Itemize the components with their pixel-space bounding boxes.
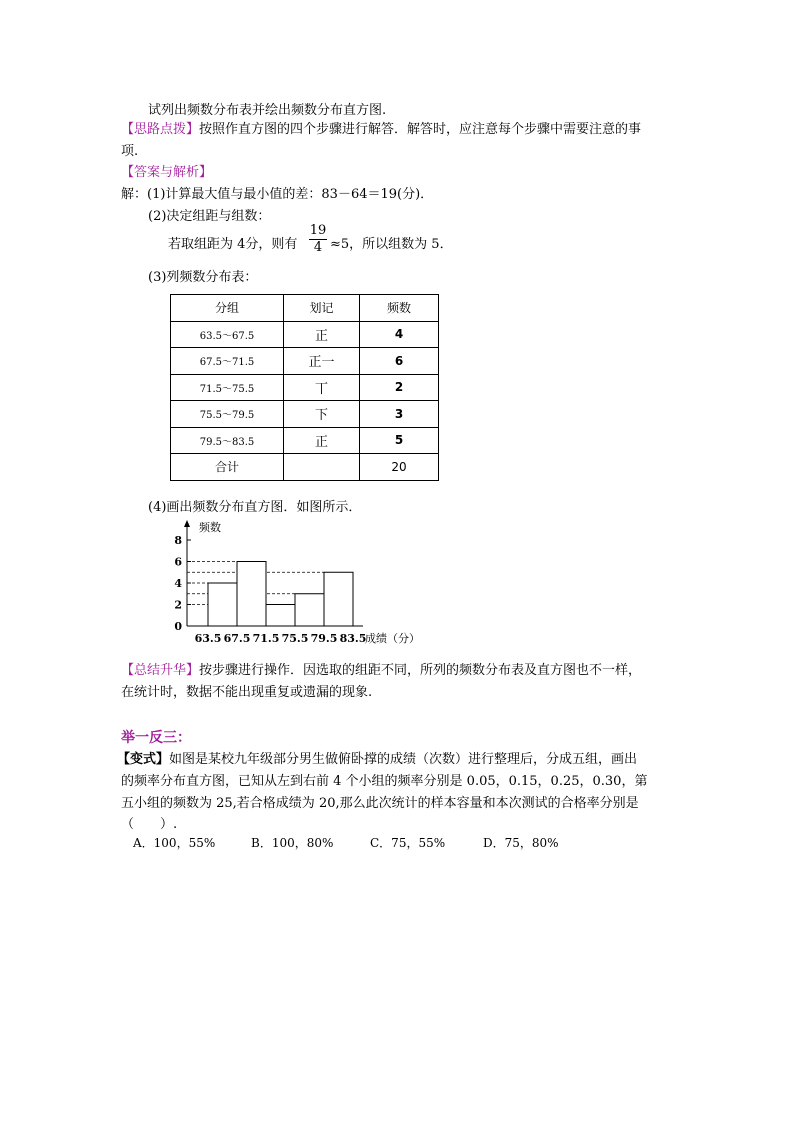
fraction-19-over-4 (309, 223, 327, 256)
practice-heading: 举一反三： (121, 730, 191, 746)
table-total-row (171, 454, 439, 481)
table-cell-tally: 下 (284, 401, 360, 428)
y-tick-label: 0 (174, 620, 182, 633)
table-cell-count: 5 (360, 427, 439, 454)
option-d: D．75，80% (483, 836, 559, 850)
histogram-bar (266, 605, 295, 627)
x-tick-label: 75.5 (281, 632, 309, 645)
practice-text-1: 如图是某校九年级部分男生做俯卧撑的成绩（次数）进行整理后，分成五组，画出 (169, 752, 638, 767)
summary-text-1: 按步骤进行操作．因选取的组距不同，所列的频数分布表及直方图也不一样， (199, 663, 642, 678)
table-header-count: 频数 (360, 295, 439, 322)
table-row (171, 374, 439, 401)
practice-line-1 (117, 748, 637, 767)
solution-step-2-detail-pre: 若取组距为 4分，则有 (168, 237, 298, 252)
table-row (171, 401, 439, 428)
table-total-label: 合计 (171, 454, 284, 481)
table-header-group: 分组 (171, 295, 284, 322)
option-b: B．100，80% (251, 836, 334, 850)
histogram-bar (295, 594, 324, 626)
solution-step-4: (4)画出频数分布直方图．如图所示． (148, 500, 362, 515)
table-cell-group: 67.5～71.5 (171, 348, 284, 375)
table-total-count: 20 (360, 454, 439, 481)
answer-tag: 【答案与解析】 (121, 165, 213, 180)
x-axis-label: 成绩（分） (365, 632, 420, 645)
x-tick-label: 67.5 (223, 632, 251, 645)
option-a: A．100，55% (133, 836, 216, 850)
practice-tag: 【变式】 (117, 752, 170, 767)
histogram-bar (237, 562, 266, 627)
practice-text-2: 的频率分布直方图，已知从左到右前 4 个小组的频率分别是 0.05，0.15，0.25，0.30，第 (121, 774, 648, 789)
problem-statement: 试列出频数分布表并绘出频数分布直方图. (148, 103, 387, 118)
y-tick-label: 6 (174, 555, 182, 569)
summary-line-1 (121, 659, 641, 678)
hint-line-1 (121, 118, 641, 137)
table-row (171, 348, 439, 375)
practice-text-4: （ ）. (121, 817, 178, 832)
table-cell-count: 2 (360, 374, 439, 401)
histogram-bar (324, 572, 353, 626)
x-tick-label: 79.5 (310, 632, 338, 645)
table-header-row (171, 295, 439, 322)
table-row (171, 427, 439, 454)
fraction-numerator: 19 (309, 223, 327, 238)
table-cell-group: 63.5～67.5 (171, 321, 284, 348)
frequency-table (170, 294, 439, 481)
hint-text-2: 项. (121, 144, 139, 159)
histogram-chart (165, 518, 435, 646)
summary-tag: 【总结升华】 (121, 663, 200, 678)
table-total-tally (284, 454, 360, 481)
solution-step-1: 解：(1)计算最大值与最小值的差：83－64＝19(分)． (121, 187, 434, 202)
option-c: C．75，55% (370, 836, 446, 850)
solution-step-2: (2)决定组距与组数： (148, 209, 271, 224)
y-axis-arrow (184, 520, 190, 527)
table-cell-tally: 正一 (284, 348, 360, 375)
table-cell-tally: 正 (284, 427, 360, 454)
hint-text-1: 按照作直方图的四个步骤进行解答．解答时，应注意每个步骤中需要注意的事 (199, 122, 642, 137)
x-tick-label: 83.5 (339, 632, 367, 645)
table-cell-group: 75.5～79.5 (171, 401, 284, 428)
fraction-denominator: 4 (313, 240, 323, 255)
y-axis-label: 频数 (199, 521, 221, 534)
y-tick-label: 4 (174, 577, 182, 590)
histogram-bar (208, 583, 237, 626)
table-cell-tally: 正 (284, 321, 360, 348)
solution-step-2-detail-post: ≈5，所以组数为 5． (330, 237, 453, 252)
table-cell-group: 71.5～75.5 (171, 374, 284, 401)
practice-text-3: 五小组的频数为 25,若合格成绩为 20,那么此次统计的样本容量和本次测试的合格率分别是 (121, 796, 639, 811)
table-cell-count: 6 (360, 348, 439, 375)
table-row (171, 321, 439, 348)
solution-step-3: (3)列频数分布表： (148, 270, 258, 285)
table-header-tally: 划记 (284, 295, 360, 322)
hint-tag: 【思路点拨】 (121, 122, 200, 137)
x-tick-label: 71.5 (252, 632, 280, 645)
table-cell-tally: 丅 (284, 374, 360, 401)
y-tick-label: 8 (174, 534, 182, 547)
table-cell-group: 79.5～83.5 (171, 427, 284, 454)
table-cell-count: 4 (360, 321, 439, 348)
x-tick-label: 63.5 (194, 632, 222, 645)
table-cell-count: 3 (360, 401, 439, 428)
summary-text-2: 在统计时，数据不能出现重复或遗漏的现象. (121, 685, 373, 700)
y-tick-label: 2 (174, 598, 182, 612)
